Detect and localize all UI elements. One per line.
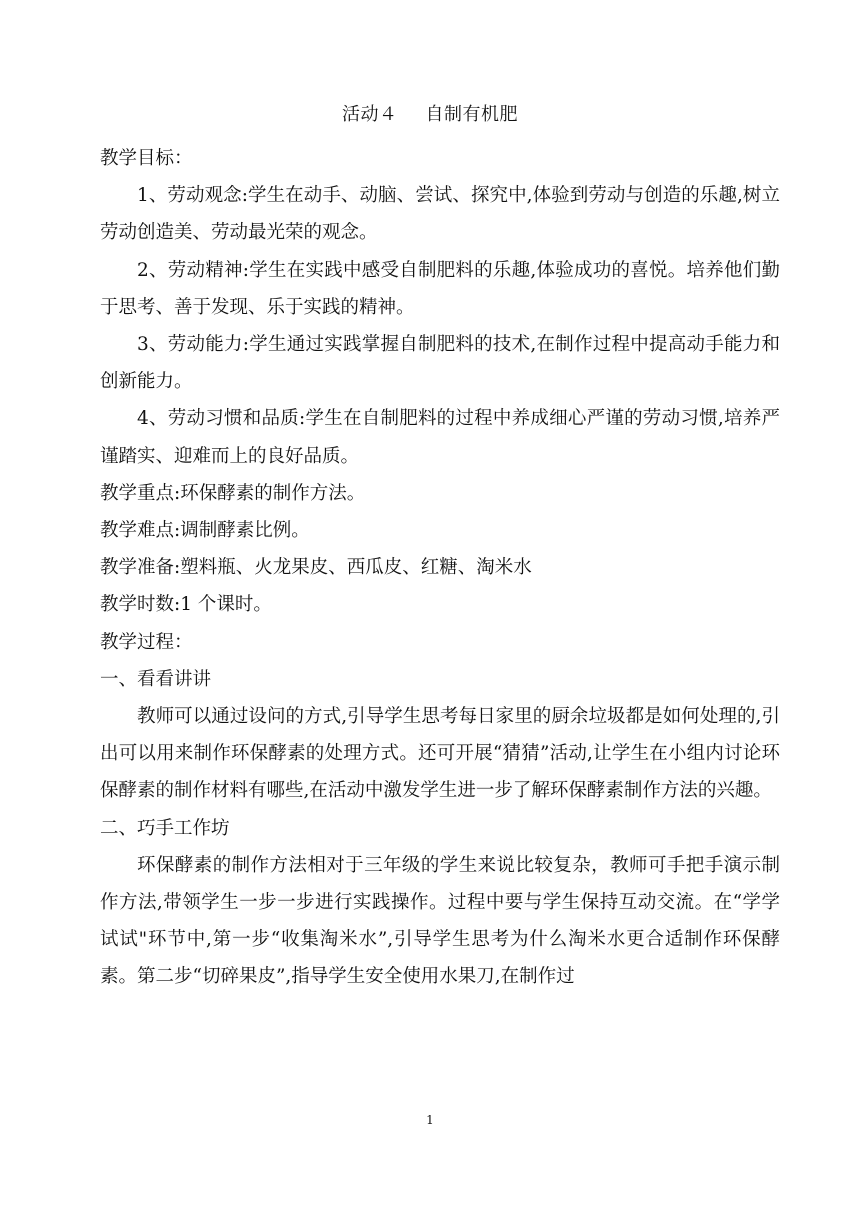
section-body: 教师可以通过设问的方式,引导学生思考每日家里的厨余垃圾都是如何处理的,引出可以用来制作环保酵素的处理方式。还可开展“猜猜”活动,让学生在小组内讨论环保酵素的制作材料有哪些,在活动中激发学生进一步了解环保酵素制作方法的兴趣。 bbox=[100, 706, 780, 802]
section-heading: 二、巧手工作坊 bbox=[100, 817, 230, 839]
document-body bbox=[100, 140, 780, 996]
goal-item: 2、劳动精神:学生在实践中感受自制肥料的乐趣,体验成功的喜悦。培养他们勤于思考、善于发现、乐于实践的精神。 bbox=[100, 259, 780, 318]
goal-item: 3、劳动能力:学生通过实践掌握自制肥料的技术,在制作过程中提高动手能力和创新能力。 bbox=[100, 334, 780, 393]
page-title bbox=[0, 100, 860, 126]
section-heading: 一、看看讲讲 bbox=[100, 668, 212, 690]
activity-name: 自制有机肥 bbox=[425, 104, 518, 125]
teaching-hours: 教学时数:1 个课时。 bbox=[100, 594, 272, 616]
key-point: 教学重点:环保酵素的制作方法。 bbox=[100, 482, 366, 504]
activity-number: 活动４ bbox=[342, 104, 398, 125]
process-heading: 教学过程： bbox=[100, 631, 193, 653]
difficulty: 教学难点:调制酵素比例。 bbox=[100, 520, 310, 542]
section-body: 环保酵素的制作方法相对于三年级的学生来说比较复杂，教师可手把手演示制作方法,带领学生一步一步进行实践操作。过程中要与学生保持互动交流。在“学学试试"环节中,第一步“收集淘米水”,引导学生思考为什么淘米水更合适制作环保酵素。第二步“切碎果皮”,指导学生安全使用水果刀,在制作过 bbox=[100, 854, 780, 988]
goal-item: 4、劳动习惯和品质:学生在自制肥料的过程中养成细心严谨的劳动习惯,培养严谨踏实、迎难而上的良好品质。 bbox=[100, 408, 780, 467]
goal-item: 1、劳动观念:学生在动手、动脑、尝试、探究中,体验到劳动与创造的乐趣,树立劳动创造美、劳动最光荣的观念。 bbox=[100, 185, 780, 244]
page-number: 1 bbox=[426, 1113, 434, 1127]
goals-heading: 教学目标： bbox=[100, 148, 193, 169]
preparation: 教学准备:塑料瓶、火龙果皮、西瓜皮、红糖、淘米水 bbox=[100, 557, 532, 579]
